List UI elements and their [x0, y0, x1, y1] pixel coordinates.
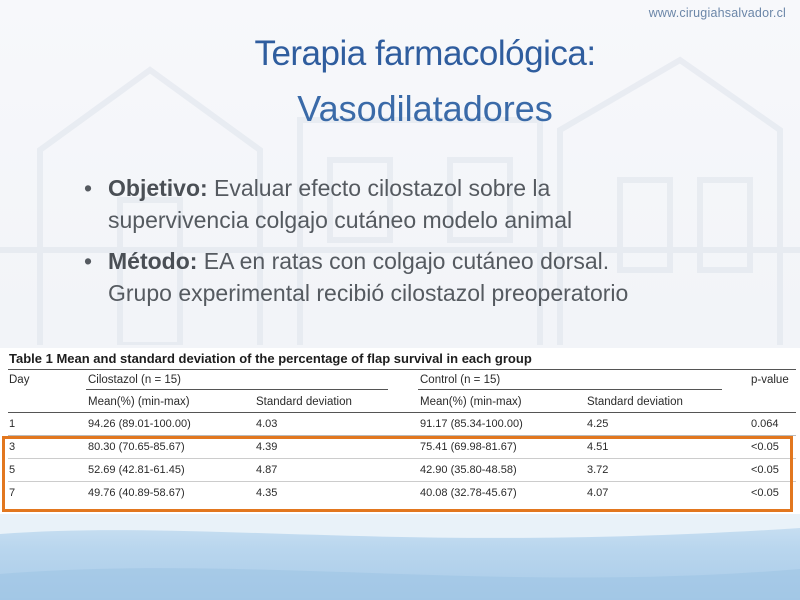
site-url: www.cirugiahsalvador.cl [648, 6, 786, 20]
table-cell-c-sd: 4.03 [256, 418, 278, 430]
slide-subtitle: Vasodilatadores [297, 88, 553, 129]
footer-band [0, 514, 800, 600]
table-caption: Table 1 Mean and standard deviation of the percentage of flap survival in each group [9, 351, 532, 366]
table-cell-day: 1 [9, 418, 16, 430]
table-cell-k-sd: 4.07 [587, 487, 609, 499]
table-cell-k-sd: 4.25 [587, 418, 609, 430]
bullet-text-cont: Grupo experimental recibió cilostazol preoperatorio [108, 280, 629, 306]
table-cell-k-sd: 3.72 [587, 464, 609, 476]
table-cell-p: 0.064 [751, 418, 779, 430]
col-group-cilostazol: Cilostazol (n = 15) [88, 374, 181, 386]
table-cell-c-sd: 4.87 [256, 464, 278, 476]
bullet-label: Método: [108, 248, 198, 274]
table-cell-c-mean: 80.30 (70.65-85.67) [88, 441, 185, 453]
sub-sd-control: Standard deviation [587, 396, 683, 408]
group-rule-control [418, 389, 722, 390]
table-cell-k-sd: 4.51 [587, 441, 609, 453]
bullet-label: Objetivo: [108, 175, 208, 201]
table-cell-c-mean: 52.69 (42.81-61.45) [88, 464, 185, 476]
sub-mean-cilostazol: Mean(%) (min-max) [88, 396, 190, 408]
table-cell-c-mean: 49.76 (40.89-58.67) [88, 487, 185, 499]
col-p-value: p-value [751, 374, 789, 386]
table-cell-p: <0.05 [751, 487, 779, 499]
table-cell-k-mean: 40.08 (32.78-45.67) [420, 487, 517, 499]
table-cell-p: <0.05 [751, 464, 779, 476]
table-rule-top [8, 369, 796, 370]
sub-mean-control: Mean(%) (min-max) [420, 396, 522, 408]
sub-sd-cilostazol: Standard deviation [256, 396, 352, 408]
table-cell-k-mean: 91.17 (85.34-100.00) [420, 418, 523, 430]
table-rule-header [8, 412, 796, 413]
bullet-icon: • [84, 248, 93, 274]
table-cell-p: <0.05 [751, 441, 779, 453]
table-cell-k-mean: 75.41 (69.98-81.67) [420, 441, 517, 453]
bullet-text: Evaluar efecto cilostazol sobre la [207, 175, 551, 201]
table-cell-day: 3 [9, 441, 16, 453]
bullet-objetivo [84, 172, 784, 236]
footer-wave-decoration [0, 514, 800, 600]
group-rule-cilostazol [86, 389, 388, 390]
bullet-metodo [84, 245, 784, 309]
table-cell-day: 5 [9, 464, 16, 476]
highlight-box [2, 436, 793, 512]
bullet-text-cont: supervivencia colgajo cutáneo modelo animal [108, 207, 573, 233]
col-day: Day [9, 374, 30, 386]
bullet-list [84, 172, 784, 318]
slide-title: Terapia farmacológica: [254, 34, 596, 73]
bullet-text: EA en ratas con colgajo cutáneo dorsal. [197, 248, 610, 274]
col-group-control: Control (n = 15) [420, 374, 501, 386]
table-cell-c-sd: 4.39 [256, 441, 278, 453]
bullet-icon: • [84, 175, 93, 201]
table-cell-c-sd: 4.35 [256, 487, 278, 499]
table-cell-k-mean: 42.90 (35.80-48.58) [420, 464, 517, 476]
table-cell-c-mean: 94.26 (89.01-100.00) [88, 418, 191, 430]
table-cell-day: 7 [9, 487, 16, 499]
